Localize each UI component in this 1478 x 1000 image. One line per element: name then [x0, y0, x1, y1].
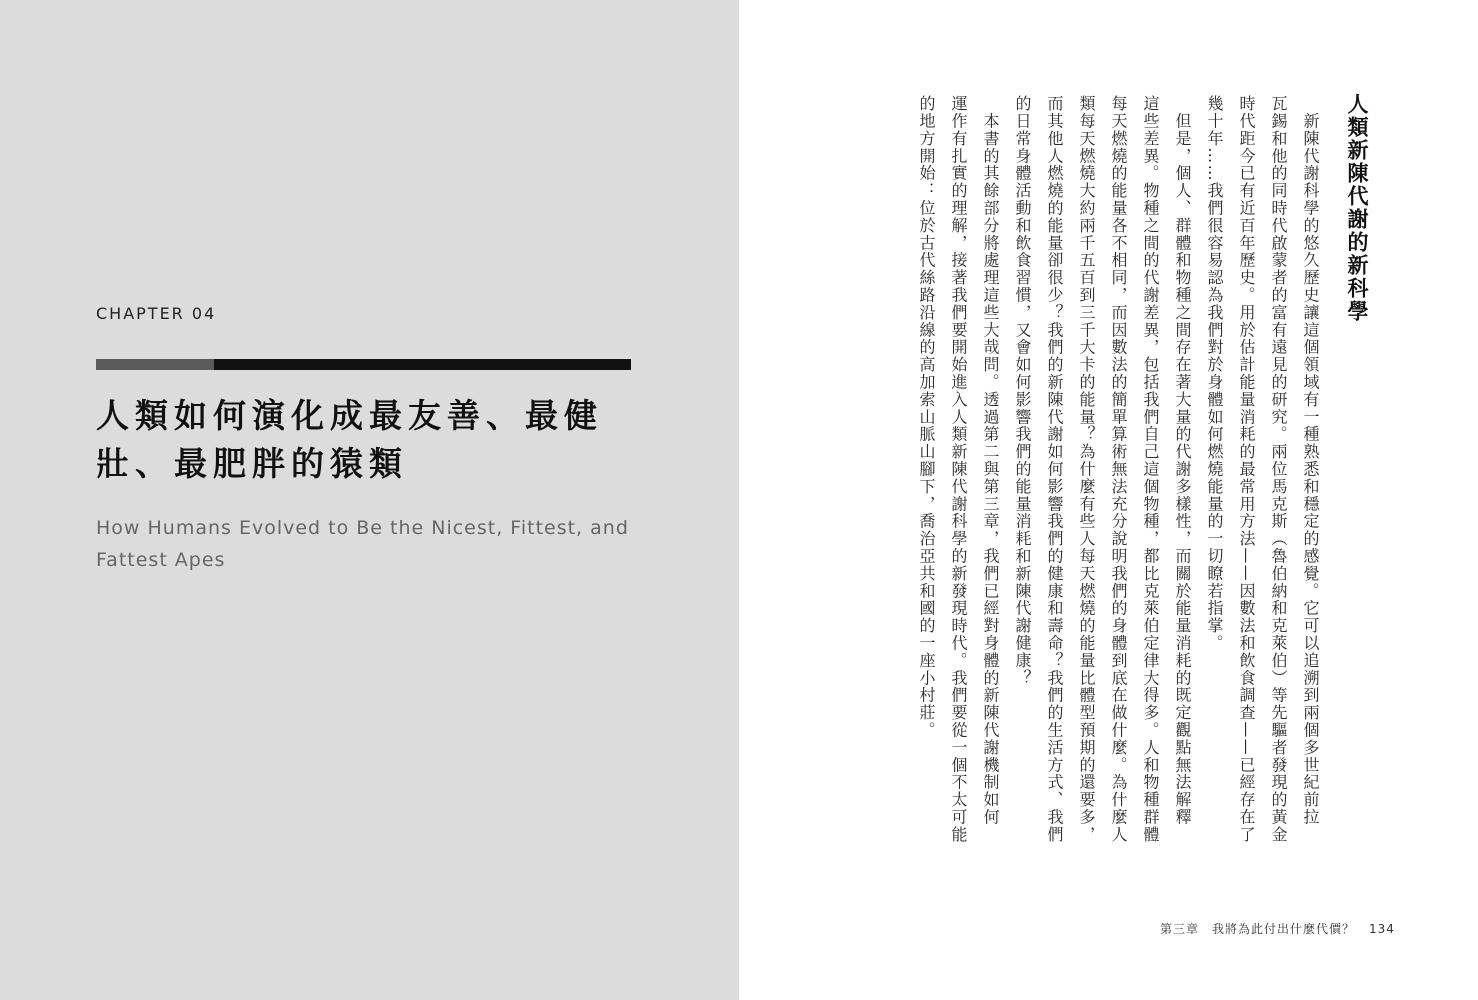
body-column: 的地方開始：位於古代絲路沿線的高加索山脈山腳下，喬治亞共和國的一座小村莊。	[917, 95, 936, 739]
chapter-rule-accent	[96, 359, 214, 370]
chapter-rule	[214, 359, 631, 370]
body-column: 本書的其餘部分將處理這些大哉問。透過第二與第三章，我們已經對身體的新陳代謝機制如何	[981, 95, 1000, 826]
body-column: 而其他人燃燒的能量卻很少？我們的新陳代謝如何影響我們的健康和壽命？我們的生活方式、我們	[1045, 95, 1064, 844]
chapter-title-en-line2: Fattest Apes	[96, 549, 226, 571]
chapter-title-zh-line2: 壯、最肥胖的猿類	[96, 444, 408, 483]
section-heading: 人類新陳代謝的新科學	[1345, 93, 1369, 323]
chapter-title-en	[96, 512, 641, 576]
body-column: 這些差異。物種之間的代謝差異，包括我們自己這個物種，都比克萊伯定律大得多。人和物種群體	[1141, 95, 1160, 844]
body-column: 但是，個人、群體和物種之間存在著大量的代謝多樣性，而關於能量消耗的既定觀點無法解釋	[1173, 95, 1192, 826]
body-column: 運作有扎實的理解，接著我們要開始進入人類新陳代謝科學的新發現時代。我們要從一個不太可能	[949, 95, 968, 844]
chapter-title-zh-line1: 人類如何演化成最友善、最健	[96, 396, 603, 435]
chapter-label: CHAPTER 04	[96, 304, 217, 323]
body-column: 新陳代謝科學的悠久歷史讓這個領域有一種熟悉和穩定的感覺。它可以追溯到兩個多世紀前拉	[1301, 95, 1320, 826]
body-column: 幾十年……我們很容易認為我們對於身體如何燃燒能量的一切瞭若指掌。	[1205, 95, 1224, 652]
body-column: 時代距今已有近百年歷史。用於估計能量消耗的最常用方法——因數法和飲食調查——已經存在了	[1237, 95, 1256, 844]
body-column: 瓦錫和他的同時代啟蒙者的富有遠見的研究。兩位馬克斯（魯伯納和克萊伯）等先驅者發現的黃金	[1269, 95, 1288, 844]
page-footer	[1160, 920, 1395, 937]
body-column: 每天燃燒的能量各不相同，而因數法的簡單算術無法充分說明我們的身體到底在做什麼。為什麼人	[1109, 95, 1128, 844]
chapter-title-en-line1: How Humans Evolved to Be the Nicest, Fittest, and	[96, 517, 629, 539]
body-column: 的日常身體活動和飲食習慣，又會如何影響我們的能量消耗和新陳代謝健康？	[1013, 95, 1032, 687]
footer-chapter: 第三章 我將為此付出什麼代價？	[1160, 922, 1356, 936]
body-column: 類每天燃燒大約兩千五百到三千大卡的能量？為什麼有些人每天燃燒的能量比體型預期的還要多，	[1077, 95, 1096, 844]
chapter-title-zh	[96, 392, 656, 488]
page-number: 134	[1369, 922, 1395, 936]
